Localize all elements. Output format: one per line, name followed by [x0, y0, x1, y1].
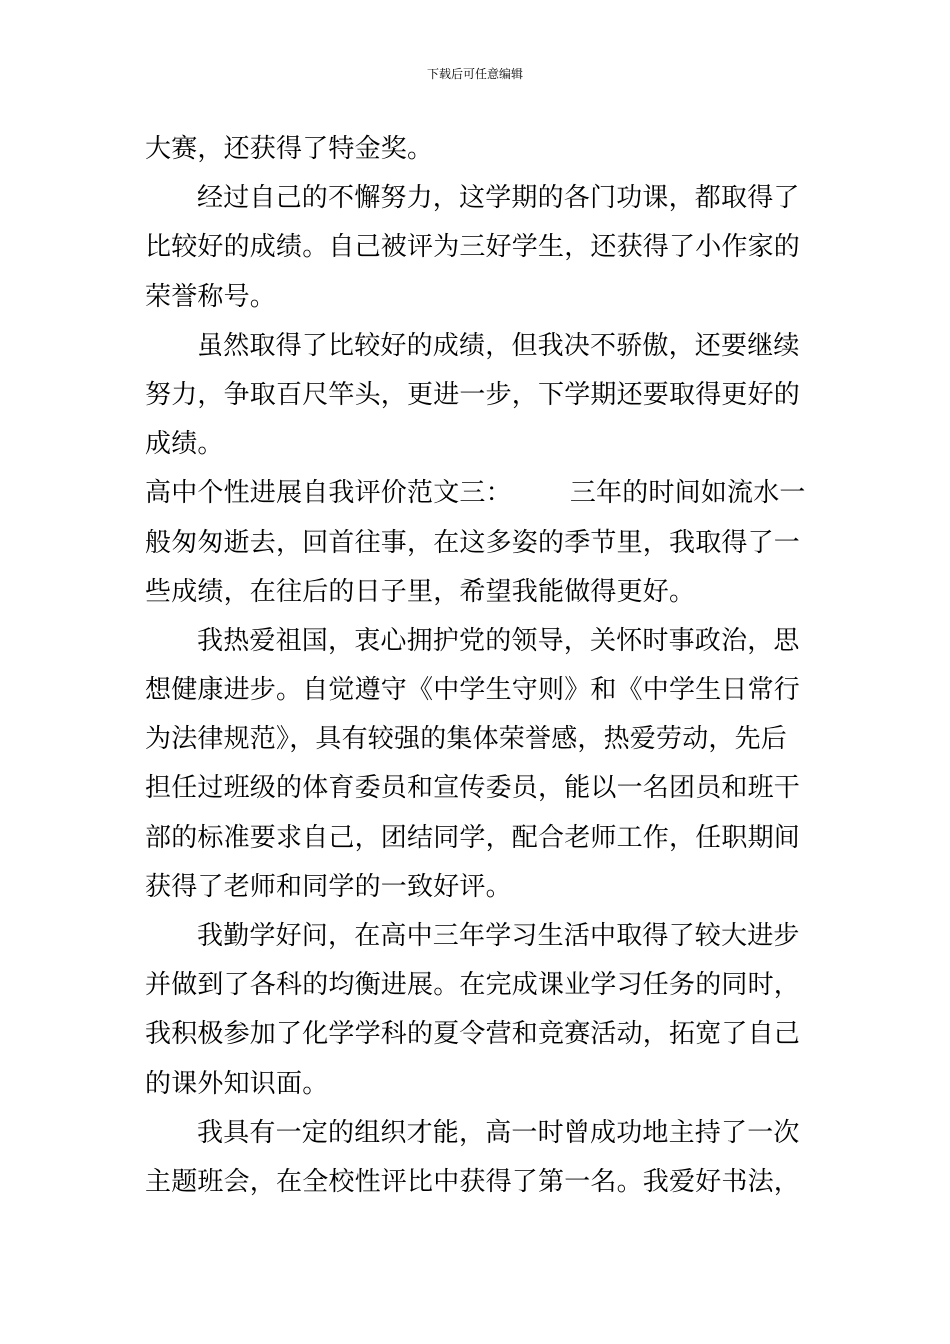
line-text: 我具有一定的组织才能，高一时曾成功地主持了一次 — [197, 1117, 800, 1148]
text-line — [145, 1158, 807, 1207]
text-line — [145, 273, 807, 322]
line-text: 我勤学好问，在高中三年学习生活中取得了较大进步 — [197, 921, 800, 951]
text-line — [145, 174, 807, 223]
line-text: 成绩。 — [145, 429, 224, 460]
text-line — [145, 863, 807, 912]
text-line — [145, 912, 807, 961]
text-line — [145, 125, 807, 174]
text-line — [145, 617, 807, 666]
text-line — [145, 1109, 807, 1158]
text-line — [145, 715, 807, 764]
text-line — [145, 519, 807, 568]
text-line — [145, 666, 807, 715]
line-text: 获得了老师和同学的一致好评。 — [145, 871, 512, 902]
line-text: 努力，争取百尺竿头，更进一步，下学期还要取得更好的 — [145, 379, 801, 410]
document-body — [145, 125, 807, 1207]
line-text: 经过自己的不懈努力，这学期的各门功课，都取得了 — [197, 183, 800, 214]
text-line — [145, 814, 807, 863]
line-text: 部的标准要求自己，团结同学，配合老师工作，任职期间 — [145, 822, 801, 853]
line-text: 荣誉称号。 — [145, 281, 277, 312]
line-text: 虽然取得了比较好的成绩，但我决不骄傲，还要继续 — [197, 330, 800, 361]
text-line — [145, 568, 807, 617]
line-text: 些成绩，在往后的日子里，希望我能做得更好。 — [145, 576, 696, 607]
text-line — [145, 764, 807, 813]
line-text: 我积极参加了化学学科的夏令营和竞赛活动，拓宽了自己 — [145, 1019, 801, 1050]
line-text: 的课外知识面。 — [145, 1068, 329, 1099]
line-text: 大赛，还获得了特金奖。 — [145, 134, 434, 164]
text-line — [145, 1060, 807, 1109]
page-header-note: 下载后可任意编辑 — [426, 67, 523, 81]
line-text: 想健康进步。自觉遵守《中学生守则》和《中学生日常行 — [145, 675, 801, 706]
line-text: 并做到了各科的均衡进展。在完成课业学习任务的同时， — [145, 970, 801, 1001]
text-line — [145, 469, 807, 518]
line-text: 三年的时间如流水一 — [569, 478, 806, 509]
line-text: 为法律规范》，具有较强的集体荣誉感，热爱劳动，先后 — [145, 724, 788, 755]
text-line — [145, 371, 807, 420]
text-line — [145, 223, 807, 272]
text-line — [145, 961, 807, 1010]
line-text: 我热爱祖国，衷心拥护党的领导，关怀时事政治，思 — [197, 625, 800, 656]
text-line — [145, 1010, 807, 1059]
line-text: 比较好的成绩。自己被评为三好学生，还获得了小作家的 — [145, 232, 801, 263]
line-text: 主题班会，在全校性评比中获得了第一名。我爱好书法， — [145, 1166, 801, 1197]
text-line — [145, 420, 807, 469]
line-text: 担任过班级的体育委员和宣传委员，能以一名团员和班干 — [145, 773, 801, 804]
section-heading: 高中个性进展自我评价范文三： — [145, 478, 512, 509]
text-line — [145, 322, 807, 371]
line-text: 般匆匆逝去，回首往事，在这多姿的季节里，我取得了一 — [145, 527, 801, 558]
